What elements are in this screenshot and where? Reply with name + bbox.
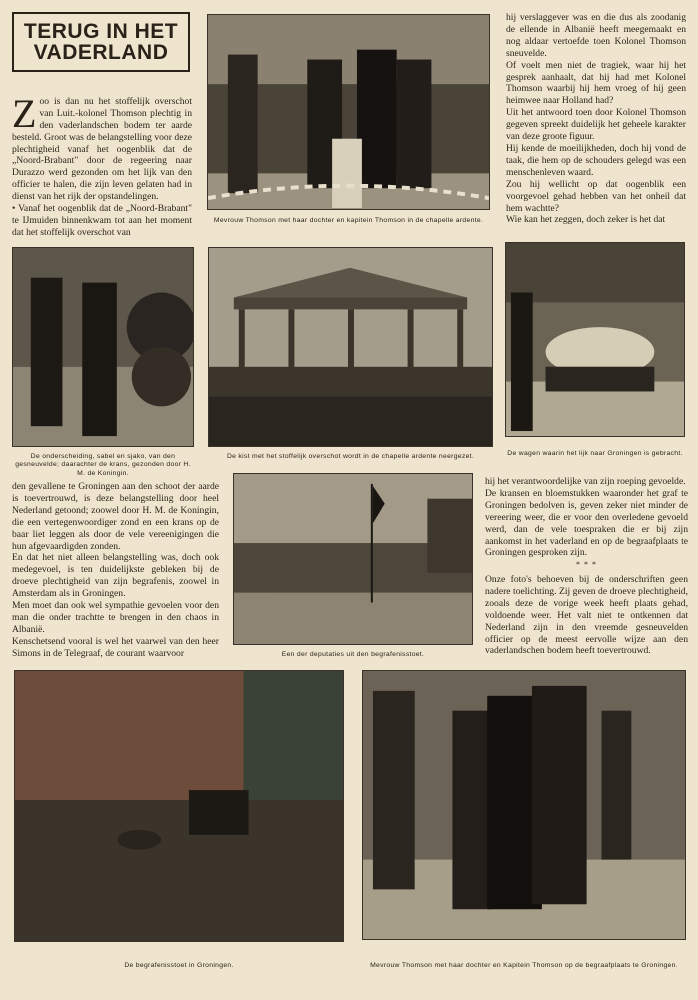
headline: TERUG IN HET VADERLAND bbox=[23, 20, 179, 64]
drop-cap: Z bbox=[12, 90, 37, 136]
article-text-col1-mid: den gevallene te Groningen aan den schoot der aarde is toevertrouwd, is deze belangstelling door heel Nederland getoond; zoowel door H. M. de Koningin, die een vertegenwoordiger zond en een krans op de baar liet leggen als door de vele vereenigingen die hun afgevaardigden zonden. En dat het niet alleen belangstelling was, doch ook medegevoel, is ten duidelijkste gebleken bij de droeve plechtigheid van zijn begrafenis, zoowel in Amsterdam als in Groningen. Men moet dan ook wel sympathie gevoelen voor den man die onder trachtte te brengen in den chaos in Albanië. Kenschetsend vooral is wel het vaarwel van den heer Simons in de Telegraaf, de courant waarvoor bbox=[12, 481, 219, 659]
intro-text: oo is dan nu het stoffelijk overschot van Luit.-kolonel Thomson plechtig in den vaderlandschen bodem ter aarde besteld. Groot was de belangstelling voor deze plechtigheid vanaf het oogenblik dat de „Noord-Brabant" door de regeering naar Durazzo werd gezonden om het lijk van den officier te halen, die zijn leven gelaten had in dienst van het rijk der opstandelingen. • Vanaf het oogenblik dat de „Noord-Brabant" te IJmuiden binnenkwam tot aan het moment dat het stoffelijk overschot van bbox=[12, 95, 192, 238]
caption-mid-right: De wagen waarin het lijk naar Groningen is gebracht. bbox=[507, 450, 683, 457]
caption-top-center: Mevrouw Thomson met haar dochter en kapitein Thomson in de chapelle ardente. bbox=[213, 217, 484, 224]
caption-center-procession: Een der deputaties uit den begrafenisstoet. bbox=[281, 651, 425, 658]
caption-bottom-right: Mevrouw Thomson met haar dochter en Kapitein Thomson op de begraafplaats te Groningen. bbox=[370, 962, 678, 969]
photo-cemetery-groningen bbox=[362, 670, 686, 940]
photo-hearse-wagon bbox=[505, 242, 685, 437]
article-text-intro bbox=[12, 84, 192, 238]
photo-funeral-procession-groningen bbox=[14, 670, 344, 942]
article-text-col3-top: hij verslaggever was en die dus als zoodanig de ellende in Albanië heeft meegemaakt en nog aldaar vertoefde toen Kolonel Thomson sneuvelde. Of voelt men niet de tragiek, waar hij het gesprek aanhaalt, dat hij had met Kolonel Thomson waarbij hij hem vroeg of hij geen heimwee naar Holland had? Uit het antwoord toen door Kolonel Thomson gegeven spreekt duidelijk het geheele karakter van deze groote figuur. Hij kende de moeilijkheden, doch hij vond de taak, die hem op de schouders gelegd was een menschenleven waard. Zou hij wellicht op dat oogenblik een voorgevoel gehad hebben van het onheil dat hem wachtte? Wie kan het zeggen, doch zeker is het dat bbox=[506, 12, 686, 226]
section-separator-stars: * * * bbox=[576, 560, 597, 569]
caption-mid-left: De onderscheiding, sabel en sjako, van den gesneuvelde; daarachter de krans, gezonden door H. M. de Koningin. bbox=[15, 453, 191, 477]
photo-casket-chapelle bbox=[208, 247, 493, 447]
article-text-col3-end: Onze foto's behoeven bij de onderschriften geen nadere toelichting. Zij geven de droeve plechtigheid, zooals deze de vorige week heeft plaats gehad, voldoende weer. Het valt niet te ontkennen dat Nederland zijn in den vreemde gesneuvelden officier op de meest eervolle wijze aan den vaderlandschen bodem heeft toevertrouwd. bbox=[485, 574, 688, 657]
headline-box bbox=[12, 12, 190, 72]
article-text-col3-mid: hij het verantwoordelijke van zijn roeping gevoelde. De kransen en bloemstukken waaronder het graf te Groningen bedolven is, geven zeker niet minder de vereering weer, die er voor den overledene gevoeld werd, dan de vele toespraken die er bij zijn aankomst in het vaderland en op de begraafplaats te Groningen gesproken zijn. bbox=[485, 476, 688, 559]
caption-bottom-left: De begrafenisstoet in Groningen. bbox=[124, 962, 234, 969]
photo-chapelle-ardente bbox=[207, 14, 490, 210]
photo-deputation-procession bbox=[233, 473, 473, 645]
caption-mid-center: De kist met het stoffelijk overschot wordt in de chapelle ardente neergezet. bbox=[226, 453, 475, 460]
photo-sword-and-helmet bbox=[12, 247, 194, 447]
